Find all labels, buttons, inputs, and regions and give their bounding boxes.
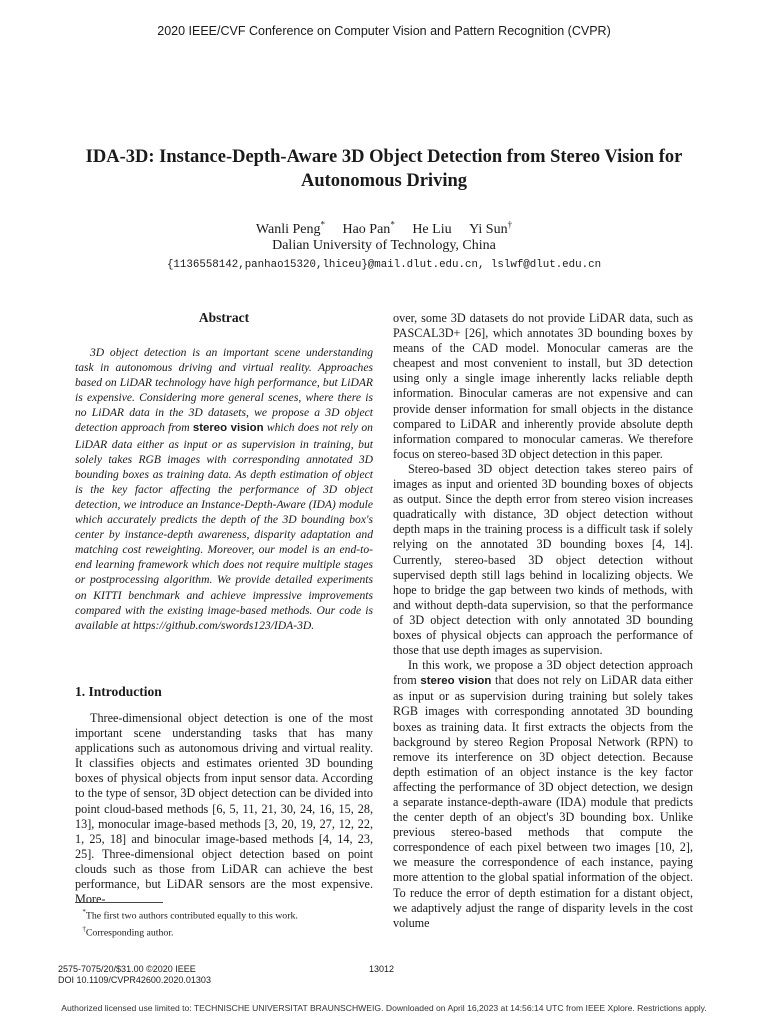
footnote-2 [75, 923, 373, 940]
paper-title-line-1: IDA-3D: Instance-Depth-Aware 3D Object Detection from Stereo Vision for [85, 147, 683, 167]
author-mark: * [320, 219, 325, 229]
footnote-divider [75, 902, 163, 903]
introduction-left-body [75, 711, 373, 907]
page-number: 13012 [369, 964, 395, 974]
author-name: Hao Pan [342, 221, 391, 237]
author [412, 222, 451, 237]
footnote-2-mark: † [82, 924, 86, 933]
intro-paragraph-4 [393, 658, 693, 931]
author [469, 219, 513, 237]
abstract-paragraph [75, 345, 373, 633]
author-list [0, 219, 768, 238]
license-notice: Authorized licensed use limited to: TECHNISCHE UNIVERSITAT BRAUNSCHWEIG. Downloaded on April 16,2023 at 14:56:14 UTC from IEEE Xplore. Restrictions apply. [61, 1003, 707, 1013]
introduction-right-body [393, 311, 693, 931]
abstract-text-2: which does not rely on LiDAR data either as input or as supervision in training, but solely takes RGB images with corresponding annotated 3D bounding boxes as training data. As depth estimation of object is the key factor affecting the performance of 3D object detection, we introduce an Instance-Depth-Aware (IDA) module which accurately predicts the depth of the 3D bounding box's center by instance-depth awareness, disparity adaptation and matching cost reweighting. Moreover, our model is an end-to-end learning framework which does not require multiple stages or postprocessing algorithm. We provide detailed experiments on KITTI benchmark and achieve impressive improvements compared with the existing image-based methods. Our code is available at https://github.com/swords123/IDA-3D. [75, 421, 373, 632]
affiliation: Dalian University of Technology, China [272, 238, 496, 253]
author-name: Wanli Peng [255, 221, 321, 237]
author [255, 219, 325, 237]
doi-line: DOI 10.1109/CVPR42600.2020.01303 [58, 975, 211, 985]
author-mark: † [507, 219, 513, 229]
paper-title-line-2: Autonomous Driving [300, 171, 467, 191]
footnote-1-text: The first two authors contributed equally to this work. [85, 910, 298, 922]
intro-p4-text-2: that does not rely on LiDAR data either as input or as supervision during training but solely takes RGB images with corresponding annotated 3D bounding boxes as training data. It first extracts the objects from the background by stereo Region Proposal Network (RPN) to remove its interference on 3D object detection. Because depth estimation of an object instance is the key factor affecting the performance of 3D object detection, we design a separate instance-depth-aware (IDA) module that predicts the center depth of an object's 3D bounding box. Unlike previous stereo-based methods that compute the correspondence of each pixel between two images [10, 2], we measure the correspondence of each instance, paying more attention to the global spatial information of the object. To reduce the error of depth estimation for a distant object, we adaptively adjust the range of disparity levels in the cost volume [393, 673, 693, 930]
intro-paragraph-1: Three-dimensional object detection is one of the most important scene understanding tasks that has many applications such as autonomous driving and virtual reality. It classifies objects and estimates oriented 3D bounding boxes of physical objects from input sensor data. According to the type of sensor, 3D object detection can be divided into point cloud-based methods [6, 5, 11, 21, 30, 24, 16, 15, 28, 13], monocular image-based methods [3, 20, 19, 27, 12, 22, 1, 25, 18] and binocular image-based methods [4, 14, 23, 25]. Three-dimensional object detection based on point clouds such as those from LiDAR can achieve the best performance, but LiDAR sensors are the most expensive. More- [75, 711, 373, 907]
abstract-text-1: 3D object detection is an important scene understanding task in autonomous driving and virtual reality. Approaches based on LiDAR technology have high performance, but LiDAR is expensive. Considering more general scenes, where there is no LiDAR data in the 3D datasets, we propose a 3D object detection approach from [75, 346, 373, 435]
paper-title [60, 145, 708, 193]
abstract-body [75, 345, 373, 633]
conference-header: 2020 IEEE/CVF Conference on Computer Vision and Pattern Recognition (CVPR) [157, 24, 611, 38]
author-mark: * [390, 219, 395, 229]
footnotes [75, 906, 373, 940]
abstract-bold-text: stereo vision [192, 422, 264, 435]
footnote-1 [75, 906, 373, 923]
intro-paragraph-3: Stereo-based 3D object detection takes stereo pairs of images as input and oriented 3D bounding boxes of objects as output. Since the depth error from stereo vision increases quadratically with distance, 3D object detection without depth maps in the training process is a difficult task if solely relying on the annotated 3D bounding boxes [4, 14]. Currently, stereo-based 3D object detection without supervised depth still lags behind in localizing objects. We hope to bridge the gap between two kinds of methods, with and without depth-data supervision, so that the performance of 3D object detection with only annotated 3D bounding boxes of physical objects can approach the performance of those that use depth images as supervision. [393, 461, 693, 658]
intro-p4-text-1: In this work, we propose a 3D object detection approach from [393, 658, 693, 688]
issn-line: 2575-7075/20/$31.00 ©2020 IEEE [58, 964, 196, 974]
author-name: He Liu [412, 221, 452, 237]
abstract-heading: Abstract [198, 310, 250, 325]
footnote-2-text: Corresponding author. [85, 927, 174, 939]
intro-paragraph-2: over, some 3D datasets do not provide LiDAR data, such as PASCAL3D+ [26], which annotates 3D bounding boxes by means of the CAD model. Monocular cameras are the cheapest and most convenient to install, but 3D detection using only a single image inherently lacks reliable depth information. Binocular cameras are not expensive and can provide denser information for small objects in the distance compared to LiDAR and inherently provide absolute depth information compared to monocular cameras. We therefore focus on stereo-based 3D object detection in this paper. [393, 311, 693, 461]
intro-p4-bold-text: stereo vision [420, 675, 492, 688]
author-emails: {1136558142,panhao15320,lhiceu}@mail.dlut.edu.cn, lslwf@dlut.edu.cn [166, 259, 602, 271]
introduction-heading: 1. Introduction [75, 684, 162, 699]
author [342, 219, 395, 237]
publication-info [58, 964, 211, 986]
footnote-1-mark: * [82, 908, 86, 916]
author-name: Yi Sun [469, 221, 508, 237]
